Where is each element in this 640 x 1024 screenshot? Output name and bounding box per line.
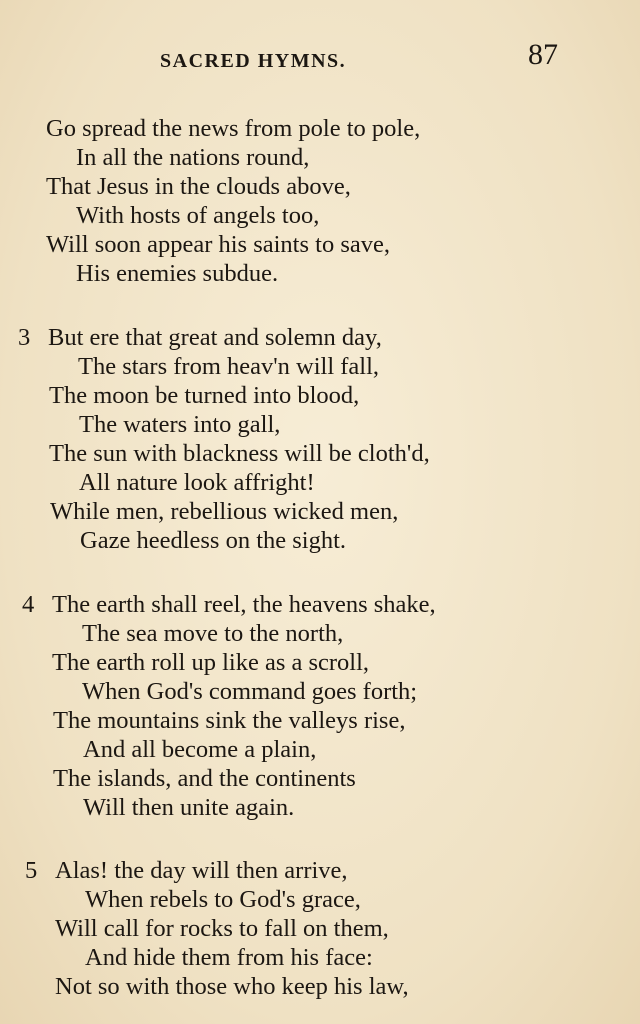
verse-line: Gaze heedless on the sight. [80, 527, 347, 554]
page-header [0, 38, 640, 78]
verse-line: The earth shall reel, the heavens shake, [52, 591, 436, 618]
verse-line: The mountains sink the valleys rise, [53, 707, 406, 734]
verse-line: Will then unite again. [83, 794, 295, 821]
verse-line: That Jesus in the clouds above, [46, 173, 351, 200]
stanza-number: 4 [22, 591, 35, 618]
verse-line: All nature look affright! [79, 469, 315, 496]
verse-line: His enemies subdue. [76, 260, 279, 287]
verse-line: While men, rebellious wicked men, [50, 498, 399, 525]
verse-line: The sea move to the north, [82, 620, 344, 647]
stanza-number: 5 [25, 857, 38, 884]
verse-line: The earth roll up like as a scroll, [52, 649, 370, 676]
verse-line: Not so with those who keep his law, [55, 973, 409, 1000]
verse-line: The stars from heav'n will fall, [78, 353, 380, 380]
verse-line: But ere that great and solemn day, [48, 324, 382, 351]
verse-line: The islands, and the continents [53, 765, 356, 792]
verse-line: The waters into gall, [79, 411, 281, 438]
verse-line: And hide them from his face: [85, 944, 373, 971]
verse-line: With hosts of angels too, [76, 202, 320, 229]
verse-line: Will call for rocks to fall on them, [55, 915, 389, 942]
verse-line: When rebels to God's grace, [85, 886, 361, 913]
verse-line: In all the nations round, [76, 144, 310, 171]
verse-line: When God's command goes forth; [82, 678, 418, 705]
verse-line: Alas! the day will then arrive, [55, 857, 348, 884]
verse-line: The moon be turned into blood, [49, 382, 360, 409]
page-number: 87 [528, 38, 558, 71]
running-title: SACRED HYMNS. [160, 50, 347, 72]
verse-line: Go spread the news from pole to pole, [46, 115, 421, 142]
stanza-number: 3 [18, 324, 31, 351]
verse-line: The sun with blackness will be cloth'd, [49, 440, 430, 467]
verse-line: And all become a plain, [83, 736, 317, 763]
verse-line: Will soon appear his saints to save, [46, 231, 390, 258]
